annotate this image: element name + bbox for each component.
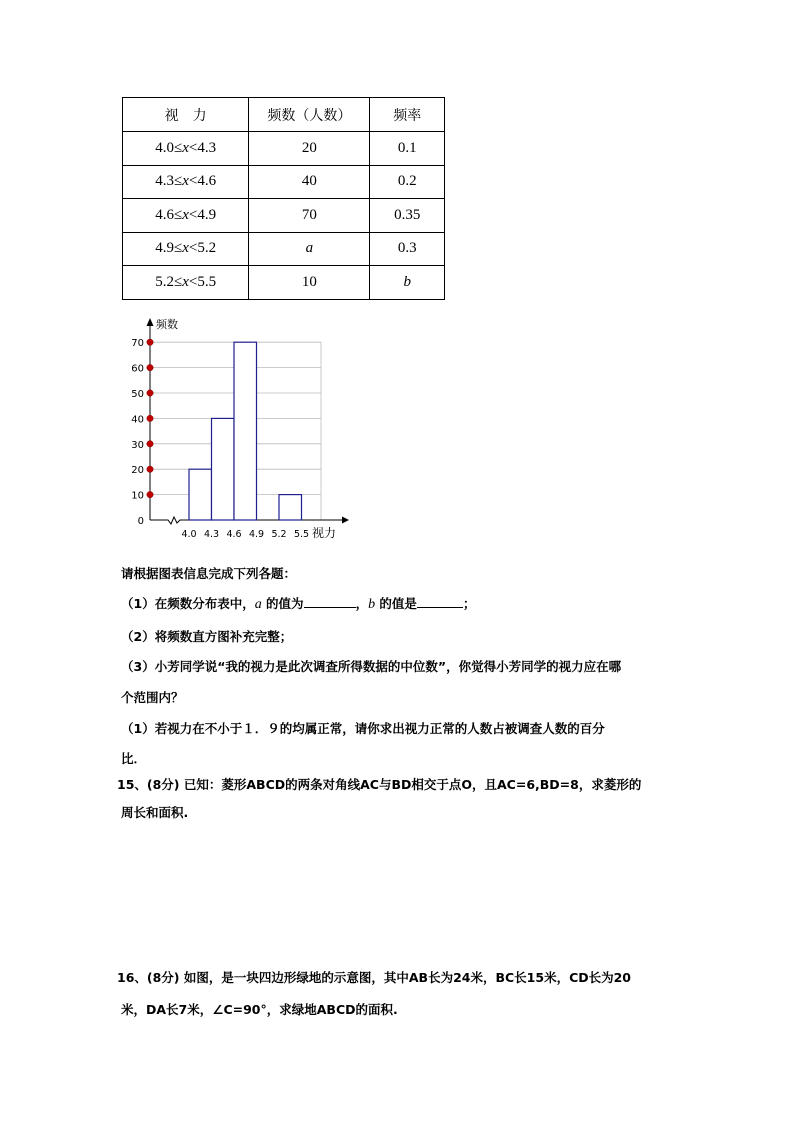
header-frequency: 频率	[370, 98, 445, 132]
y-tick-label: 0	[137, 516, 144, 527]
range-var: x	[182, 173, 189, 190]
table-row	[123, 232, 445, 266]
problem-15-line1: 15、(8分) 已知：菱形ABCD的两条对角线AC与BD相交于点O，且AC=6,BD=8，求菱形的	[117, 777, 642, 792]
count-cell: 40	[249, 165, 370, 199]
freq-cell: 0.1	[370, 132, 445, 166]
range-cell	[123, 266, 249, 300]
range-low: 4.0≤	[155, 139, 183, 156]
y-tick-marker	[147, 491, 153, 497]
y-tick-label: 30	[131, 439, 144, 451]
y-tick-label: 10	[131, 490, 144, 502]
y-tick-label: 60	[131, 363, 144, 375]
table-row	[123, 199, 445, 233]
question-3-line1: （3）小芳同学说“我的视力是此次调查所得数据的中位数”，你觉得小芳同学的视力应在哪	[121, 659, 622, 674]
histogram-bar	[189, 469, 212, 520]
range-var: x	[182, 206, 189, 223]
x-axis-label: 视力	[312, 526, 337, 540]
problem-16-line2: 米，DA长7米，∠C=90°，求绿地ABCD的面积.	[121, 1002, 398, 1017]
y-tick-marker	[147, 364, 153, 370]
table-row	[123, 266, 445, 300]
y-axis-label: 频数	[156, 318, 178, 331]
histogram-bar	[279, 495, 302, 520]
range-var: x	[182, 240, 189, 257]
range-low: 4.3≤	[155, 173, 183, 190]
x-tick-label: 5.2	[271, 529, 287, 540]
y-tick-label: 50	[131, 389, 144, 400]
range-cell	[123, 132, 249, 166]
problem-16-line1: 16、(8分) 如图，是一块四边形绿地的示意图，其中AB长为24米，BC长15米，CD长为20	[117, 970, 632, 985]
x-tick-label: 4.0	[181, 529, 197, 540]
range-cell	[123, 232, 249, 266]
question-1	[121, 594, 475, 613]
q1-mid3: 的值是	[375, 596, 417, 611]
q1-prefix: （1）在频数分布表中，	[121, 596, 255, 611]
range-high: <4.6	[188, 173, 217, 190]
q1-var-a: a	[254, 597, 262, 612]
question-4-line2: 比．	[121, 751, 147, 766]
frequency-table	[122, 97, 445, 300]
y-tick-marker	[147, 339, 153, 345]
y-tick-marker	[147, 466, 153, 472]
freq-cell: 0.3	[370, 232, 445, 266]
range-cell	[123, 199, 249, 233]
question-4-line1: （1）若视力在不小于１．９的均属正常，请你求出视力正常的人数占被调查人数的百分	[121, 721, 605, 736]
frequency-histogram	[128, 312, 358, 542]
count-cell: 20	[249, 132, 370, 166]
range-high: <4.3	[188, 139, 217, 156]
q1-end: ；	[462, 596, 476, 611]
q1-mid1: 的值为	[261, 596, 304, 611]
range-high: <5.5	[188, 273, 217, 290]
q1-mid2: ，	[355, 596, 369, 611]
histogram-bar	[234, 342, 257, 520]
range-var: x	[182, 139, 189, 156]
freq-cell: 0.2	[370, 165, 445, 199]
y-tick-marker	[147, 441, 153, 447]
freq-cell: 0.35	[370, 199, 445, 233]
table-row	[123, 165, 445, 199]
y-axis-arrow	[147, 318, 154, 326]
x-axis-arrow	[342, 517, 349, 524]
y-tick-marker	[147, 390, 153, 396]
table-row	[123, 132, 445, 166]
table-header-row	[123, 98, 445, 132]
range-low: 4.9≤	[155, 240, 183, 257]
answer-blank-a[interactable]	[304, 595, 356, 608]
range-low: 4.6≤	[155, 206, 183, 223]
count-cell: a	[249, 232, 370, 266]
histogram-bar	[212, 418, 235, 520]
y-tick-label: 70	[131, 338, 144, 350]
header-count: 频数（人数）	[249, 98, 370, 132]
x-tick-label: 4.9	[248, 529, 265, 540]
header-vision: 视 力	[123, 98, 249, 132]
range-cell	[123, 165, 249, 199]
range-high: <4.9	[188, 206, 217, 223]
y-tick-label: 40	[131, 414, 144, 426]
question-2: （2）将频数直方图补充完整；	[121, 629, 293, 644]
answer-blank-b[interactable]	[417, 595, 463, 608]
x-tick-label: 4.3	[203, 529, 220, 540]
range-low: 5.2≤	[155, 273, 183, 290]
y-tick-marker	[147, 415, 153, 421]
range-high: <5.2	[188, 240, 217, 257]
range-var: x	[182, 273, 189, 290]
intro-text: 请根据图表信息完成下列各题：	[121, 566, 297, 581]
freq-cell: b	[370, 266, 445, 300]
count-cell: 10	[249, 266, 370, 300]
problem-15-line2: 周长和面积.	[121, 805, 189, 820]
x-tick-label: 5.5	[293, 529, 310, 540]
question-3-line2: 个范围内？	[121, 690, 184, 705]
y-tick-label: 20	[131, 465, 144, 477]
count-cell: 70	[249, 199, 370, 233]
q1-var-b: b	[368, 597, 376, 612]
x-tick-label: 4.6	[226, 529, 242, 540]
